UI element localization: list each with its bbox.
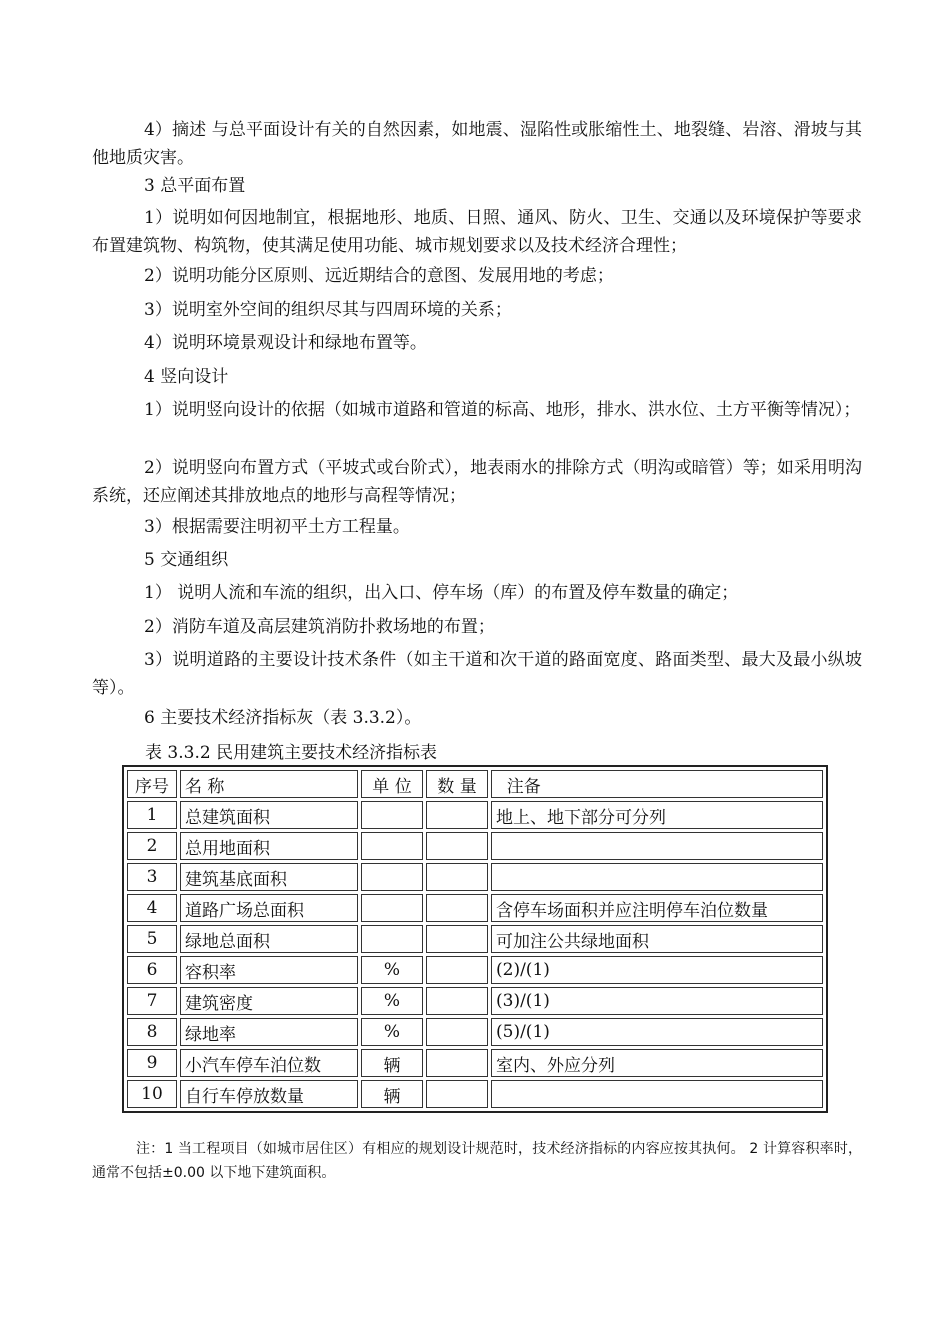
table-cell: 室内、外应分列: [491, 1049, 823, 1077]
table-cell: [426, 987, 488, 1015]
table-cell: [426, 863, 488, 891]
paragraph-traffic-3: 3）说明道路的主要设计技术条件（如主干道和次干道的路面宽度、路面类型、最大及最小纵坡等）。: [92, 650, 862, 698]
table-cell: 4: [127, 894, 177, 922]
paragraph-layout-3: 3）说明室外空间的组织尽其与四周环境的关系；: [144, 300, 512, 320]
table-cell: 2: [127, 832, 177, 860]
paragraph-natural-factors: 4）摘述 与总平面设计有关的自然因素，如地震、湿陷性或胀缩性土、地裂缝、岩溶、滑坡与其他地质灾害。: [92, 120, 862, 168]
table-cell: 建筑密度: [180, 987, 358, 1015]
table-cell: 地上、地下部分可分列: [491, 801, 823, 829]
header-cell: 名 称: [180, 770, 358, 798]
paragraph-traffic-1: 1） 说明人流和车流的组织，出入口、停车场（库）的布置及停车数量的确定；: [144, 583, 739, 603]
table-cell: (3)/(1): [491, 987, 823, 1015]
table-cell: 6: [127, 956, 177, 984]
table-caption: 表 3.3.2 民用建筑主要技术经济指标表: [145, 743, 438, 763]
table-cell: 7: [127, 987, 177, 1015]
table-cell: [491, 1080, 823, 1108]
table-row: [127, 801, 823, 829]
table-cell: (5)/(1): [491, 1018, 823, 1046]
table-cell: 辆: [361, 1049, 423, 1077]
table-cell: [361, 832, 423, 860]
table-cell: 小汽车停车泊位数: [180, 1049, 358, 1077]
table-row: [127, 1080, 823, 1108]
table-cell: [361, 894, 423, 922]
table-cell: 绿地率: [180, 1018, 358, 1046]
table-cell: 3: [127, 863, 177, 891]
table-cell: [491, 863, 823, 891]
table-cell: [491, 832, 823, 860]
table-cell: 9: [127, 1049, 177, 1077]
table-cell: [426, 925, 488, 953]
table-cell: %: [361, 956, 423, 984]
paragraph-layout-2: 2）说明功能分区原则、远近期结合的意图、发展用地的考虑；: [144, 266, 614, 286]
heading-site-layout: 3 总平面布置: [144, 176, 246, 196]
table-cell: 10: [127, 1080, 177, 1108]
table-cell: 8: [127, 1018, 177, 1046]
table-row: [127, 1018, 823, 1046]
table-cell: [361, 925, 423, 953]
table-cell: 含停车场面积并应注明停车泊位数量: [491, 894, 823, 922]
table-cell: [426, 801, 488, 829]
table-footnote: 注：1 当工程项目（如城市居住区）有相应的规划设计规范时，技术经济指标的内容应按其执何。 2 计算容积率时，通常不包括±0.00 以下地下建筑面积。: [92, 1141, 862, 1181]
indicators-table: [122, 765, 828, 1113]
table-cell: (2)/(1): [491, 956, 823, 984]
table-header-row: [127, 770, 823, 798]
table-cell: 总用地面积: [180, 832, 358, 860]
table-cell: [361, 863, 423, 891]
table-row: [127, 832, 823, 860]
heading-vertical-design: 4 竖向设计: [144, 367, 229, 387]
heading-traffic: 5 交通组织: [144, 550, 229, 570]
header-cell: 注备: [491, 770, 823, 798]
table-cell: %: [361, 987, 423, 1015]
table-row: [127, 925, 823, 953]
table-cell: 辆: [361, 1080, 423, 1108]
table-cell: %: [361, 1018, 423, 1046]
table-row: [127, 894, 823, 922]
header-cell: 单 位: [361, 770, 423, 798]
table-cell: [426, 832, 488, 860]
header-cell: 数 量: [426, 770, 488, 798]
table-cell: 5: [127, 925, 177, 953]
table-cell: 绿地总面积: [180, 925, 358, 953]
header-cell: 序号: [127, 770, 177, 798]
table-cell: [426, 956, 488, 984]
paragraph-layout-4: 4）说明环境景观设计和绿地布置等。: [144, 333, 427, 353]
paragraph-layout-1: 1）说明如何因地制宜，根据地形、地质、日照、通风、防火、卫生、交通以及环境保护等要求布置建筑物、构筑物，使其满足使用功能、城市规划要求以及技术经济合理性；: [92, 208, 862, 256]
table-cell: 建筑基底面积: [180, 863, 358, 891]
table-cell: 自行车停放数量: [180, 1080, 358, 1108]
table-cell: 总建筑面积: [180, 801, 358, 829]
paragraph-vertical-2: 2）说明竖向布置方式（平坡式或台阶式），地表雨水的排除方式（明沟或暗管）等；如采用明沟系统，还应阐述其排放地点的地形与高程等情况；: [92, 458, 862, 506]
table-row: [127, 987, 823, 1015]
table-cell: [426, 1049, 488, 1077]
paragraph-vertical-3: 3）根据需要注明初平土方工程量。: [144, 517, 410, 537]
table-cell: 1: [127, 801, 177, 829]
table-cell: [426, 1018, 488, 1046]
paragraph-vertical-1: 1）说明竖向设计的依据（如城市道路和管道的标高、地形，排水、洪水位、土方平衡等情况）；: [144, 400, 861, 420]
table-cell: 道路广场总面积: [180, 894, 358, 922]
table-cell: [426, 1080, 488, 1108]
table-cell: 容积率: [180, 956, 358, 984]
table-cell: 可加注公共绿地面积: [491, 925, 823, 953]
heading-indicators: 6 主要技术经济指标灰（表 3.3.2）。: [144, 708, 422, 728]
table-row: [127, 956, 823, 984]
table-cell: [361, 801, 423, 829]
table-cell: [426, 894, 488, 922]
table-row: [127, 1049, 823, 1077]
paragraph-traffic-2: 2）消防车道及高层建筑消防扑救场地的布置；: [144, 617, 495, 637]
table-row: [127, 863, 823, 891]
